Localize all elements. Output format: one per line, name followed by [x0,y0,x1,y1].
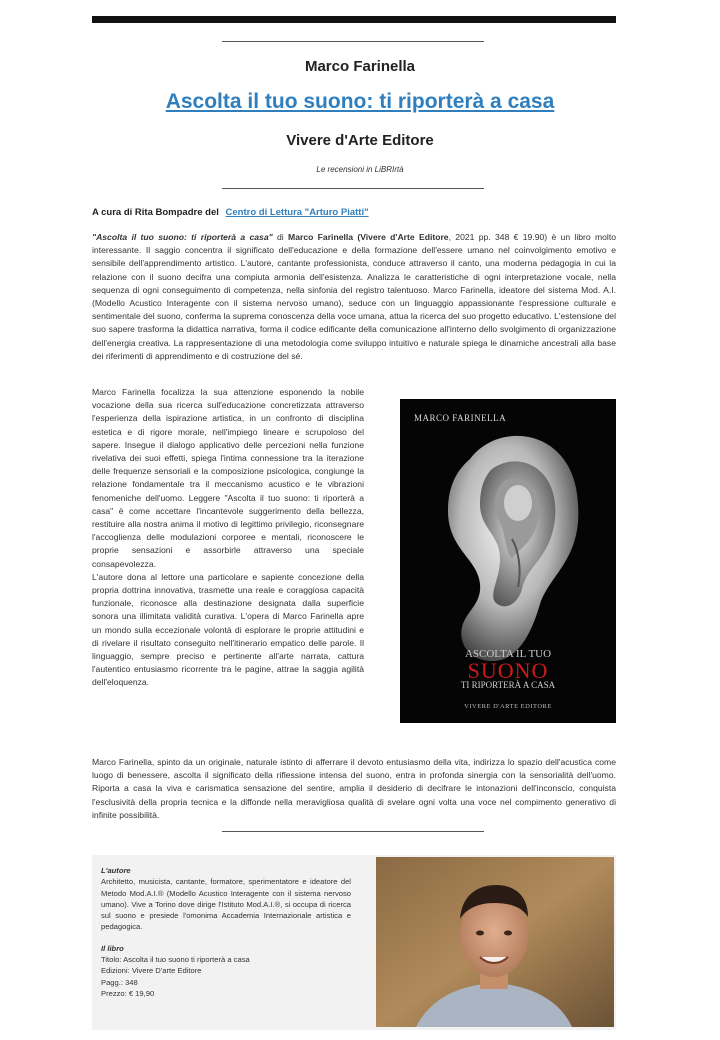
intro-paragraph [92,231,616,363]
curator-link[interactable]: Centro di Lettura "Arturo Piatti" [225,207,369,218]
book-price: Prezzo: € 19,90 [101,988,155,998]
author-bio: Architetto, musicista, cantante, formatore, sperimentatore e ideatore del Metodo Mod.A.I.® (Modello Acustico Interagente con il sistema nervoso umano). Vive a Torino dove dirige l'Istituto Mod.A.I.®, si occupa di ricerca sul suono e presiede l'omonima Accademia Internazionale artistica e pedagogica. [101,877,351,932]
body-paragraph-2b: L'autore dona al lettore una particolare e sapiente concezione della propria dottrina innovativa, trasmette una reale e coraggiosa capacità funzionale, riconosce alla destinazione designata dalla superficie sonora una illimitata validità curativa. L'opera di Marco Farinella apre un mondo sulla eccezionale volontà di esplorare le proprie attitudini e di rivelare il risultato conseguito nell'itinerario empatico delle parole. Il linguaggio, sempre preciso e pertinente all'arte narrata, cattura l'autentico entusiasmo ricorrente tra le pagine, attrae la saggia agilità dell'eloquenza. [92,571,364,688]
intro-author: Marco Farinella [288,232,354,242]
cover-title-line3: TI RIPORTERÀ A CASA [460,680,556,690]
closing-paragraph: Marco Farinella, spinto da un originale, naturale istinto di afferrare il devoto entusiasmo della vita, indirizza lo spazio dell'acustica come luogo di benessere, ascolta il significato della riflessione intensa del suono, entra in profonda sinergia con la sensorialità dell'uomo. Riporta a casa la viva e carismatica sensazione del sentire, amplia il desiderio di decifrare le intonazioni dell'inconscio, conquista l'esclusività della propria tecnica e la diffonde nella meravigliosa qualità di svelare ogni volta una voce nel compimento generativo di infinite possibilità. [92,757,616,820]
curator-label: A cura di Rita Bompadre del [92,207,219,218]
book-title: Titolo: Ascolta il tuo suono ti riporterà a casa [101,955,250,965]
series-label: Le recensioni in LiBRIrtà [316,165,404,174]
header-author: Marco Farinella [304,58,416,75]
cover-author: MARCO FARINELLA [414,413,507,423]
body-paragraph-2: Marco Farinella focalizza la sua attenzione esponendo la nobile vocazione della sua ricerca sull'educazione concretizzata attraverso l'esperienza della ispirazione artistica, in un confronto di disciplina estetica e di rigore morale, nell'impiego lineare e scrupoloso del sapere. Insegue il dialogo applicativo delle percezioni nella funzione rivelativa dei suoi effetti, spiega l'intima connessione tra la iterazione delle frequenze sensoriali e la composizione psicologica, congiunge la relazione fondamentale tra il meccanismo acustico e le vibrazioni fenomeniche dell'uomo. Leggere "Ascolta il tuo suono: ti riporterà a casa" è come accettare l'incantevole suggerimento della bellezza, restituire alla nostra anima il motivo di legittimo privilegio, riconsegnare l'accoglienza delle modulazioni corporee e mentali, riconoscere le proprie sensazioni e assorbirle attraverso una speciale consapevolezza. [92,387,364,569]
header-publisher: Vivere d'Arte Editore [286,132,434,149]
cover-title-line2: SUONO [467,658,549,683]
divider-top [222,41,484,42]
body-column-text [92,386,364,690]
divider-bottom [222,831,484,832]
curator-line [92,207,369,218]
book-edition: Edizioni: Vivere D'arte Editore [101,966,202,976]
article-title-link[interactable]: Ascolta il tuo suono: ti riporterà a casa [165,90,555,113]
intro-publisher: (Vivere d'Arte Editore [353,232,449,242]
book-cover-image [400,399,616,723]
book-pages: Pagg.: 348 [101,977,138,987]
author-photo [376,857,614,1027]
intro-rest: , 2021 pp. 348 € 19.90) è un libro molto interessante. Il saggio concentra il significato dell'educazione e della formazione dell'essere umano nel coinvolgimento emotivo e sensibile dell'apprendimento artistico. L'autore, cantante professionista, conduce attraverso il canto, una moderna pedagogia in cui la relazione con il suono decifra una compiuta armonia dell'esistenza. Analizza le caratteristiche di ogni interpretazione vocale, nella sequenza di ogni conseguimento di competenza, nella sinfonia del registro talentuoso. Marco Farinella, ideatore del sistema Mod. A.I. (Modello Acustico Interagente con il sistema nervoso umano), seduce con un linguaggio appassionante l'espressione culturale e sentimentale del suono, conferma la suprema conoscenza della voce umana, attua la ricerca del suo progetto educativo. L'estensione del suo sapere trasforma la didattica narrativa, forma il codice edificante della comunicazione all'interno dello svolgimento di organizzazione dell'energia creativa. La rappresentazione di una metodologia come sviluppo intuitivo e naturale spiega le dinamiche ancestrali alla base dei riferimenti di apprendimento e di costruzione del sé. [92,232,617,361]
intro-di: di [272,232,289,242]
author-info-text [101,865,351,999]
top-black-bar [92,16,616,23]
book-heading: Il libro [101,943,124,953]
divider-header-bottom [222,188,484,189]
cover-publisher: VIVERE D'ARTE EDITORE [464,703,552,710]
cover-title-line1: ASCOLTA IL TUO [464,648,552,660]
author-heading: L'autore [101,866,131,875]
author-portrait-illustration [376,857,614,1027]
intro-quote-title: "Ascolta il tuo suono: ti riporterà a casa" [92,232,273,242]
